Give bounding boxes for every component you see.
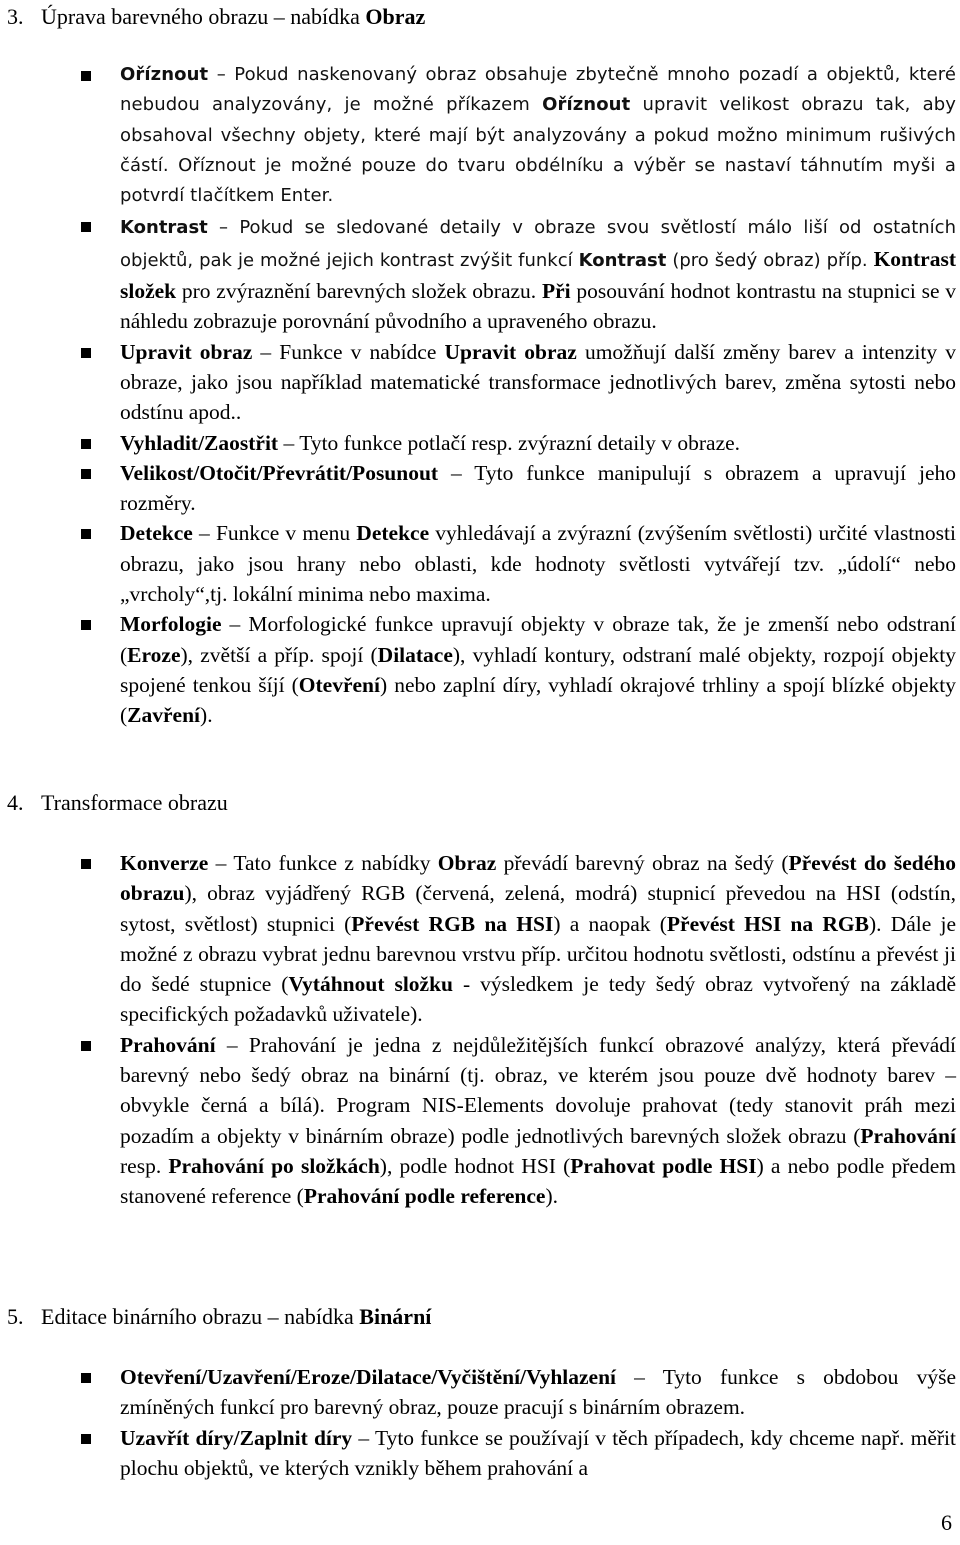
- bold-term: Kontrast: [120, 217, 208, 239]
- text-run: – Funkce v nabídce: [252, 339, 445, 364]
- bullet-item: [0, 848, 960, 1030]
- text-run: – Morfologické funkce upravují objekty v obraze tak, že je zmenší nebo odstraní (: [120, 612, 956, 667]
- square-bullet-icon: [81, 439, 91, 449]
- text-run: ), obraz vyjádřený RGB (červená, zelená, modrá) stupnicí převedou na HSI (odstín, sytost, světlost) stupnici (: [120, 881, 956, 936]
- bold-term: Zavření: [127, 703, 201, 728]
- section-5-list: [0, 1362, 960, 1483]
- bullet-item: [0, 337, 960, 428]
- text-run: - výsledkem je tedy šedý obraz vytvořený na základě specifických požadavků uživatele).: [120, 972, 957, 1027]
- text-run: – Tato funkce z nabídky: [208, 851, 438, 875]
- bullet-item: [0, 428, 960, 458]
- text-run: – Tyto funkce se používají v těch případech, kdy chceme např. měřit plochu objektů, ve kterých vznikly během prahování a: [120, 1425, 957, 1480]
- bold-term: Kontrast: [578, 249, 667, 271]
- section-heading-5: [7, 1302, 431, 1332]
- square-bullet-icon: [81, 1373, 91, 1383]
- bullet-text: [120, 60, 956, 211]
- bullet-text: [120, 518, 956, 609]
- text-run: ). Dále je možné z obrazu vybrat jednu barevnou vrstvu příp. určitou hodnotu světlosti, odstínu a převést ji do šedé stupnice (: [120, 911, 957, 997]
- text-run: převádí barevný obraz na šedý (: [496, 851, 789, 875]
- bold-term: Morfologie: [120, 612, 222, 637]
- section-heading-3: [7, 2, 425, 32]
- text-run: vyhledávají a zvýrazní (zvýšením světlosti) určité vlastnosti obrazu, jako jsou hrany nebo oblasti, kde hodnoty světlosti vytvářejí tzv. „údolí“ nebo „vrcholy“,tj. lokální minima nebo maxima.: [120, 521, 956, 607]
- square-bullet-icon: [81, 71, 91, 81]
- bullet-item: [0, 458, 960, 519]
- bold-term: Prahování podle reference: [303, 1184, 546, 1209]
- bold-term: Převést HSI na RGB: [666, 911, 869, 936]
- bold-term: Převést do šedého obrazu: [120, 851, 956, 906]
- bullet-text: [120, 428, 956, 458]
- bold-term: Vytáhnout složku: [288, 972, 454, 997]
- bold-term: Převést RGB na HSI: [351, 911, 554, 936]
- text-run: – Pokud se sledované detaily v obraze svou světlostí málo liší od ostatních objektů, pak je možné jejich kontrast zvýšit funkcí: [120, 217, 956, 271]
- bold-term: Upravit obraz: [444, 339, 577, 364]
- bullet-text: [120, 458, 956, 519]
- text-run: ) a naopak (: [553, 911, 667, 936]
- bold-term: Prahování po složkách: [168, 1153, 380, 1178]
- text-run: ), zvětší a příp. spojí (: [180, 642, 378, 667]
- square-bullet-icon: [81, 222, 91, 232]
- bullet-item: [0, 211, 960, 336]
- bullet-text: [120, 337, 956, 428]
- square-bullet-icon: [81, 1434, 91, 1444]
- section-title: Úprava barevného obrazu – nabídka: [41, 4, 366, 29]
- bullet-item: [0, 518, 960, 609]
- square-bullet-icon: [81, 529, 91, 539]
- section-4-list: [0, 848, 960, 1212]
- section-heading-4: [7, 788, 228, 818]
- text-run: – Prahování je jedna z nejdůležitějších funkcí obrazové analýzy, která převádí barevný nebo šedý obraz na binární (tj. obraz, ve kterém jsou pouze dvě hodnoty barev – obvykle černá a bílá). Program NIS-Elements dovoluje prahovat (tedy stanovit práh mezi pozadím a objekty v binárním obraze) podle jednotlivých barevných složek obrazu (: [120, 1032, 956, 1148]
- bullet-item: [0, 1030, 960, 1212]
- bold-term: Oříznout: [120, 64, 209, 85]
- text-run: – Pokud naskenovaný obraz obsahuje zbytečně mnoho pozadí a objektů, které nebudou analyzovány, je možné příkazem: [120, 64, 956, 116]
- bold-term: Eroze: [127, 642, 181, 667]
- bullet-item: [0, 1362, 960, 1423]
- text-run: posouvání hodnot kontrastu na stupnici se v náhledu zobrazuje porovnání původního a upraveného obrazu.: [120, 279, 956, 334]
- bold-term: Otevření: [298, 672, 380, 697]
- bullet-text: [120, 1030, 956, 1212]
- square-bullet-icon: [81, 620, 91, 630]
- bold-term: Vyhladit/Zaostřit: [120, 430, 279, 455]
- square-bullet-icon: [81, 1041, 91, 1051]
- bold-term: Prahování: [120, 1032, 216, 1057]
- bold-term: Kontrast složek: [120, 246, 956, 304]
- text-run: ) a nebo podle předem stanovené reference (: [120, 1153, 956, 1209]
- square-bullet-icon: [81, 469, 91, 479]
- bullet-item: [0, 609, 960, 730]
- section-title: Transformace obrazu: [41, 790, 228, 815]
- bold-term: Velikost/Otočit/Převrátit/Posunout: [120, 460, 439, 485]
- bullet-text: [120, 1423, 956, 1484]
- section-title: Editace binárního obrazu – nabídka: [41, 1304, 360, 1329]
- text-run: umožňují další změny barev a intenzity v obraze, jako jsou například matematické transformace jednotlivých barev, změna sytosti nebo odstínu apod..: [120, 339, 956, 425]
- page-number: 6: [941, 1510, 952, 1535]
- bold-term: Detekce: [120, 521, 193, 546]
- section-title-bold: Binární: [359, 1304, 432, 1329]
- bold-term: Dilatace: [377, 642, 453, 667]
- section-number: 4.: [7, 790, 24, 815]
- text-run: – Tyto funkce manipulují s obrazem a upravují jeho rozměry.: [120, 460, 956, 516]
- bold-term: Detekce: [356, 521, 430, 546]
- bold-term: Obraz: [437, 851, 497, 875]
- text-run: ), vyhladí kontury, odstraní malé objekty, rozpojí objekty spojené tenkou šíjí (: [120, 642, 956, 697]
- bold-term: Upravit obraz: [120, 339, 253, 364]
- text-run: – Tyto funkce s obdobou výše zmíněných funkcí pro barevný obraz, pouze pracují s binárním obrazem.: [120, 1365, 956, 1420]
- text-run: (pro šedý obraz) příp.: [666, 249, 874, 271]
- section-3-list: [0, 60, 960, 731]
- bold-term: Otevření/Uzavření/Eroze/Dilatace/Vyčištění/Vyhlazení: [120, 1365, 617, 1389]
- bullet-text: [120, 848, 956, 1030]
- section-number: 3.: [7, 4, 24, 29]
- text-run: resp.: [120, 1153, 169, 1178]
- section-number: 5.: [7, 1304, 24, 1329]
- text-run: ).: [200, 703, 213, 728]
- text-run: ) nebo zaplní díry, vyhladí okrajové trhliny a spojí blízké objekty (: [120, 672, 957, 728]
- text-run: ), podle hodnot HSI (: [379, 1153, 571, 1178]
- text-run: upravit velikost obrazu tak, aby obsahoval všechny objety, které mají být analyzovány a pokud možno minimum rušivých částí. Oříznout je možné pouze do tvaru obdélníku a výběr se nastaví táhnutím myši a potvrdí tlačítkem Enter.: [120, 94, 956, 207]
- square-bullet-icon: [81, 348, 91, 358]
- bold-term: Prahovat podle HSI: [570, 1153, 757, 1178]
- bold-term: Konverze: [120, 851, 209, 875]
- square-bullet-icon: [81, 859, 91, 869]
- bullet-text: [120, 1362, 956, 1423]
- text-run: pro zvýraznění barevných složek obrazu.: [176, 279, 542, 304]
- text-run: – Funkce v menu: [192, 521, 357, 546]
- bold-term: Při: [541, 279, 571, 304]
- bullet-text: [120, 609, 956, 730]
- text-run: – Tyto funkce potlačí resp. zvýrazní detaily v obraze.: [278, 430, 741, 455]
- bullet-item: [0, 1423, 960, 1484]
- bold-term: Oříznout: [542, 94, 631, 116]
- bullet-item: [0, 60, 960, 211]
- bold-term: Uzavřít díry/Zaplnit díry: [120, 1425, 353, 1450]
- text-run: ).: [545, 1184, 559, 1209]
- bold-term: Prahování: [860, 1123, 956, 1148]
- bullet-text: [120, 211, 956, 336]
- section-title-bold: Obraz: [365, 4, 426, 29]
